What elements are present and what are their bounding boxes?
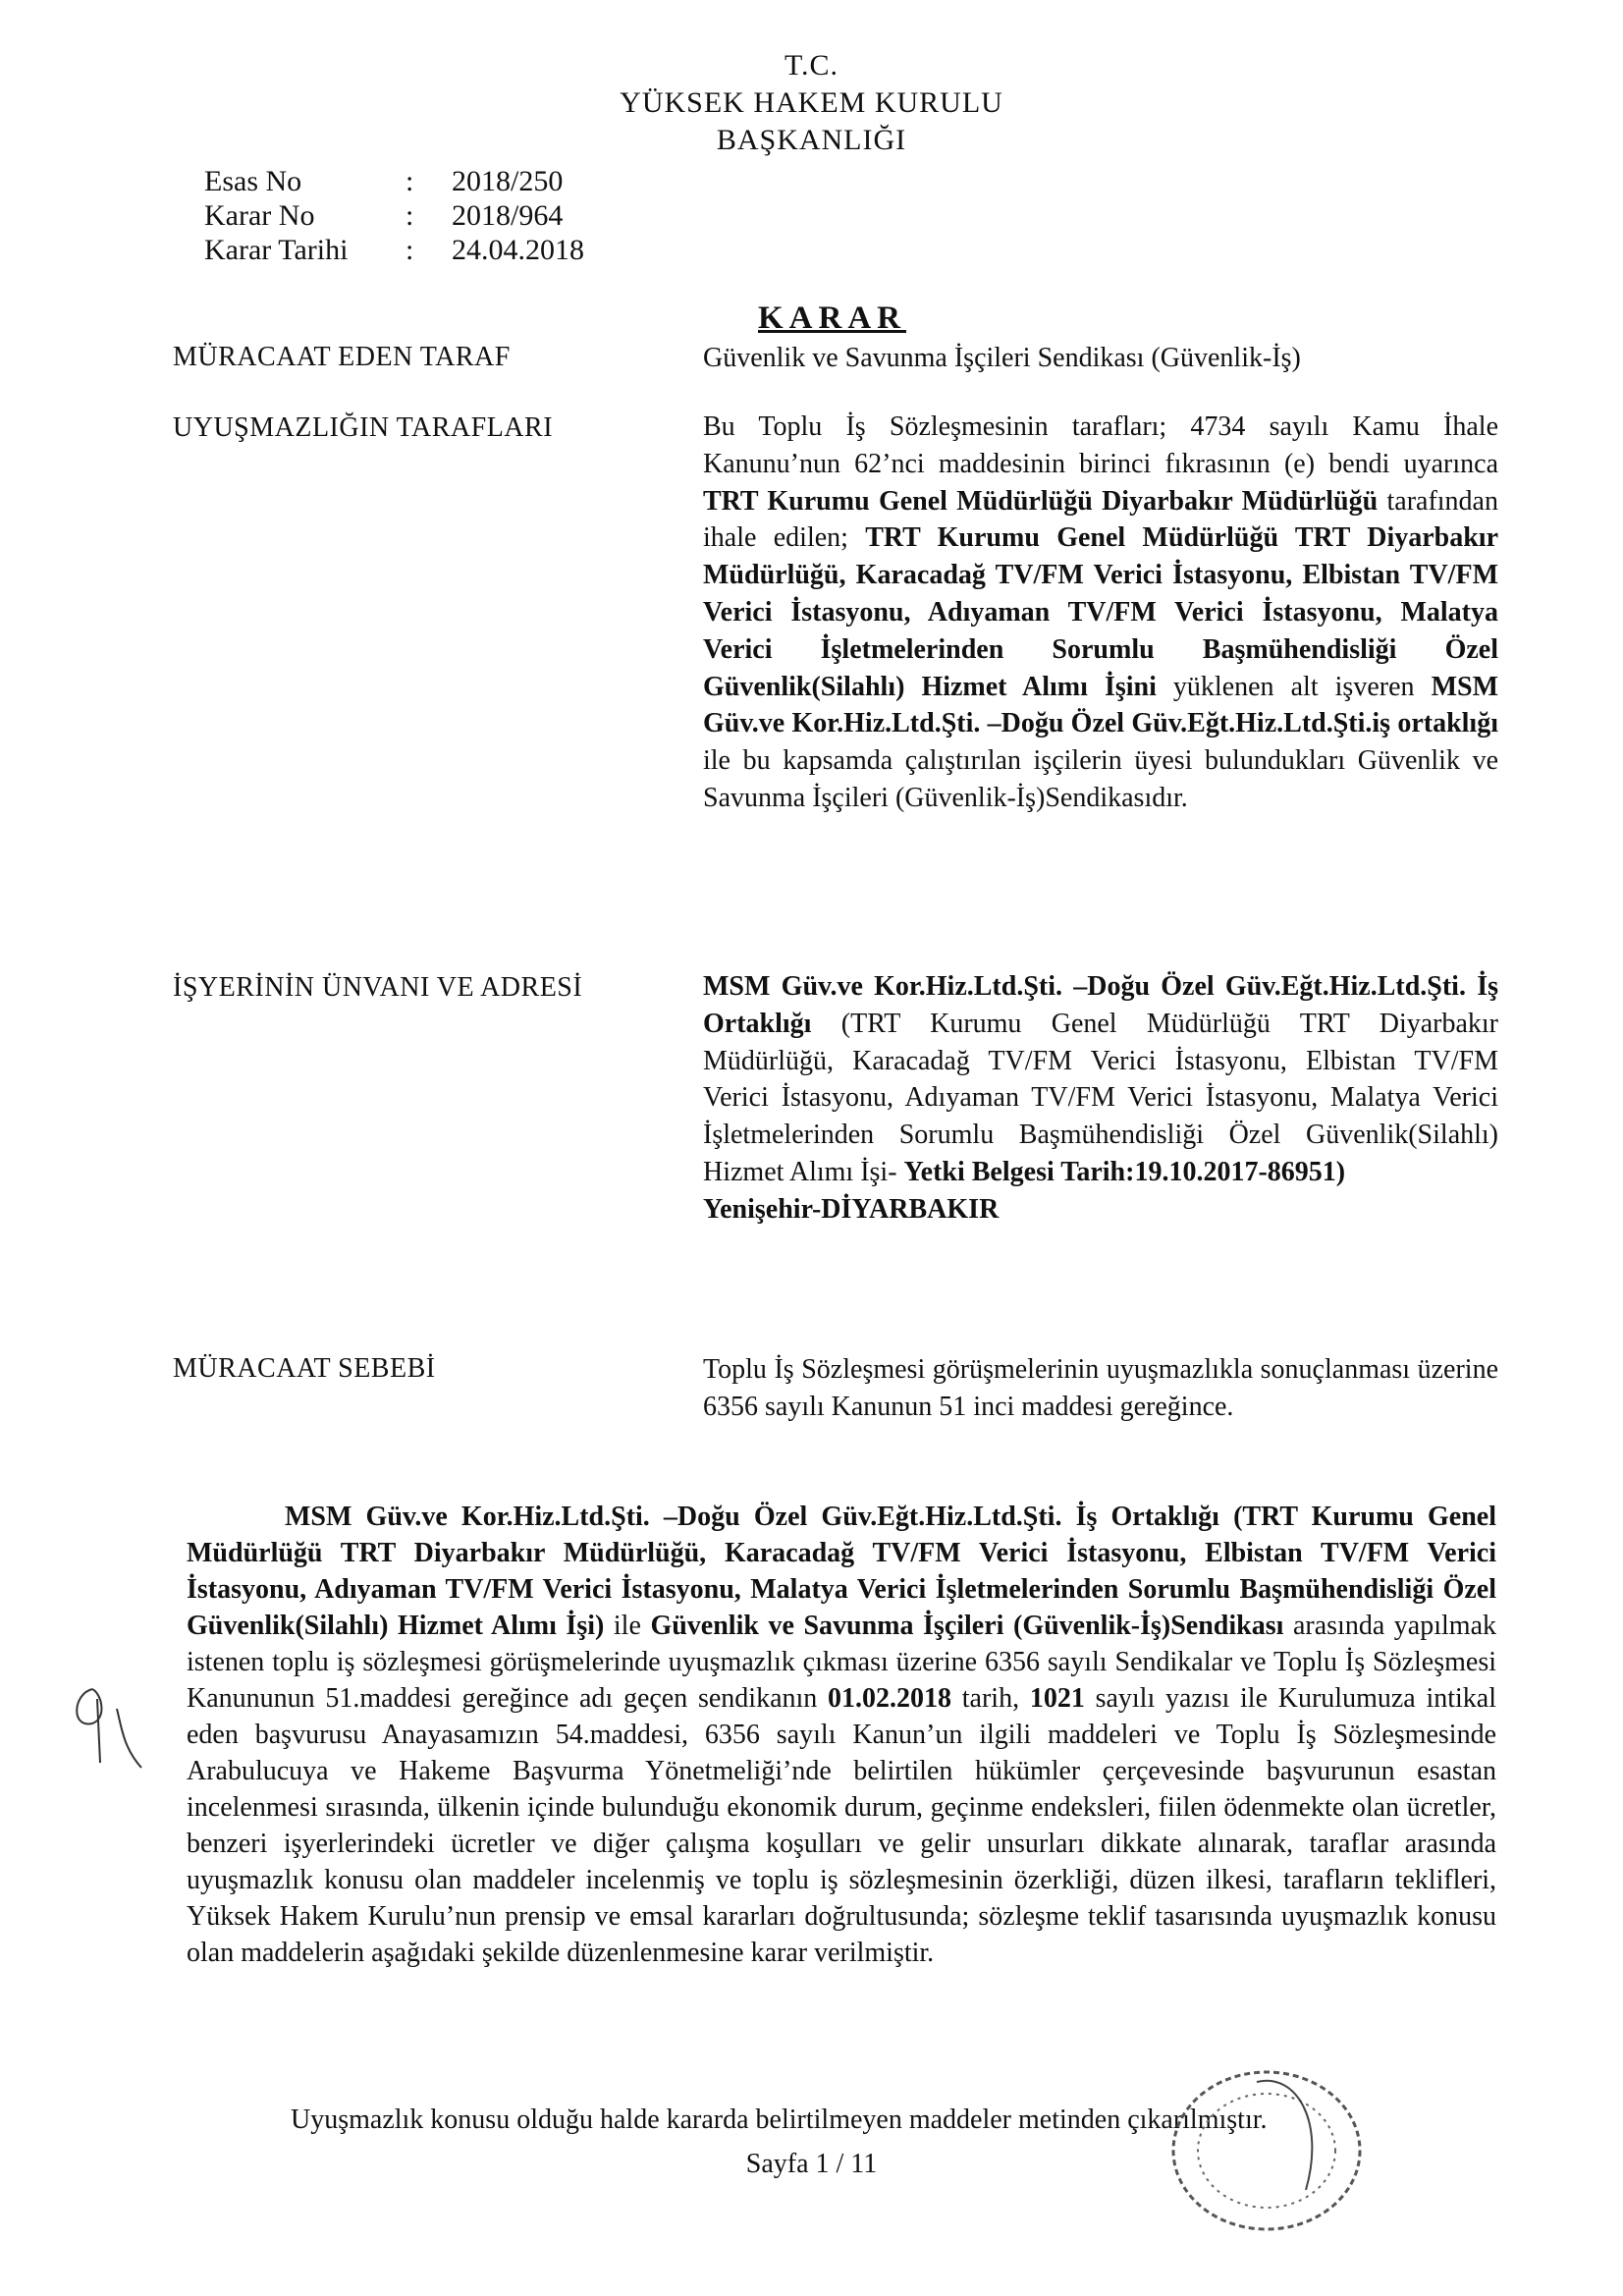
taraflar-text-4: ile bu kapsamda çalıştırılan işçilerin üyesi bulundukları Güvenlik ve Savunma İşçileri (Güvenlik-İş)Sendikasıdır. (703, 745, 1498, 813)
isyeri-bold-2: Yetki Belgesi Tarih:19.10.2017-86951) (903, 1156, 1346, 1187)
karar-no-row (204, 198, 584, 233)
handwritten-mark-icon (63, 1669, 151, 1777)
esas-no-sep: : (406, 165, 414, 197)
decision-note: Uyuşmazlık konusu olduğu halde kararda belirtilmeyen maddeler metinden çıkarılmıştır. (291, 2105, 1268, 2135)
karar-tarihi-value: 24.04.2018 (452, 234, 584, 266)
isyeri-text-1: (TRT Kurumu Genel Müdürlüğü TRT Diyarbakır Müdürlüğü, Karacadağ TV/FM Verici İstasyonu, Elbistan TV/FM Verici İstasyonu, Adıyaman TV/FM Verici İstasyonu, Malatya Verici İşletmelerinden Sorumlu Başmühendisliği Özel Güvenlik(Silahlı) Hizmet Alımı İşi- (703, 1008, 1498, 1187)
karar-no-value: 2018/964 (452, 199, 564, 232)
taraflar-value (703, 409, 1498, 817)
karar-no-label: Karar No (204, 199, 315, 232)
body-text-1: ile (604, 1611, 651, 1641)
official-stamp-icon (1159, 2043, 1375, 2239)
body-bold-number: 1021 (1029, 1683, 1085, 1714)
muracaat-sebebi-label: MÜRACAAT SEBEBİ (173, 1353, 436, 1384)
document-title: KARAR (758, 301, 906, 336)
muracaat-eden-value: Güvenlik ve Savunma İşçileri Sendikası (Güvenlik-İş) (703, 343, 1301, 373)
muracaat-sebebi-value: Toplu İş Sözleşmesi görüşmelerinin uyuşmazlıkla sonuçlanması üzerine 6356 sayılı Kanunun 51 inci maddesi gereğince. (703, 1354, 1498, 1422)
esas-no-label: Esas No (204, 165, 302, 197)
body-bold-date: 01.02.2018 (828, 1683, 952, 1714)
isyeri-address: Yenişehir-DİYARBAKIR (703, 1193, 1000, 1225)
muracaat-eden-label: MÜRACAAT EDEN TARAF (173, 342, 511, 372)
decision-body (187, 1499, 1496, 1971)
taraflar-text-3: yüklenen alt işveren (1156, 671, 1432, 702)
karar-tarihi-row (204, 233, 584, 267)
isyeri-label: İŞYERİNİN ÜNVANI VE ADRESİ (173, 972, 583, 1003)
taraflar-bold-3: MSM Güv.ve Kor.Hiz.Ltd.Şti. –Doğu Özel Güv.Eğt.Hiz.Ltd.Şti.iş ortaklığı (703, 671, 1498, 739)
taraflar-label: UYUŞMAZLIĞIN TARAFLARI (173, 412, 554, 443)
karar-tarihi-label: Karar Tarihi (204, 234, 349, 266)
karar-no-sep: : (406, 199, 414, 232)
taraflar-bold-1: TRT Kurumu Genel Müdürlüğü Diyarbakır Müdürlüğü (703, 485, 1379, 517)
body-bold-1: MSM Güv.ve Kor.Hiz.Ltd.Şti. –Doğu Özel Güv.Eğt.Hiz.Ltd.Şti. İş Ortaklığı (TRT Kurumu Genel Müdürlüğü TRT Diyarbakır Müdürlüğü, Karacadağ TV/FM Verici İstasyonu, Elbistan TV/FM Verici İstasyonu, Adıyaman TV/FM Verici İstasyonu, Malatya Verici İşletmelerinden Sorumlu Başmühendisliği Özel Güvenlik(Silahlı) Hizmet Alımı İşi) (187, 1502, 1496, 1641)
case-meta (204, 164, 584, 267)
body-text-2: arasında yapılmak istenen toplu iş sözleşmesi görüşmelerinde uyuşmazlık çıkması üzerine 6356 sayılı Sendikalar ve Toplu İş Sözleşmesi Kanununun 51.maddesi gereğince adı geçen sendikanın (187, 1611, 1496, 1714)
taraflar-bold-2: TRT Kurumu Genel Müdürlüğü TRT Diyarbakır Müdürlüğü, Karacadağ TV/FM Verici İstasyonu, Elbistan TV/FM Verici İstasyonu, Adıyaman TV/FM Verici İstasyonu, Malatya Verici İşletmelerinden Sorumlu Başmühendisliği Özel Güvenlik(Silahlı) Hizmet Alımı İşini (703, 522, 1499, 702)
body-bold-2: Güvenlik ve Savunma İşçileri (Güvenlik-İş)Sendikası (650, 1611, 1284, 1641)
body-text-3: tarih, (951, 1683, 1030, 1714)
karar-tarihi-sep: : (406, 234, 414, 266)
esas-no-value: 2018/250 (452, 165, 564, 197)
page-number: Sayfa 1 / 11 (745, 2149, 878, 2179)
isyeri-value (703, 968, 1498, 1229)
header-institution: YÜKSEK HAKEM KURULU (620, 86, 1003, 119)
header-tc: T.C. (784, 49, 839, 82)
isyeri-bold-1: MSM Güv.ve Kor.Hiz.Ltd.Şti. –Doğu Özel Güv.Eğt.Hiz.Ltd.Şti. İş Ortaklığı (703, 971, 1498, 1039)
header-department: BAŞKANLIĞI (716, 124, 907, 156)
taraflar-text-1: Bu Toplu İş Sözleşmesinin tarafları; 4734 sayılı Kamu İhale Kanunu’nun 62’nci maddesinin birinci fıkrasının (e) bendi uyarınca (703, 411, 1498, 479)
body-text-4: sayılı yazısı ile Kurulumuza intikal eden başvurusu Anayasamızın 54.maddesi, 6356 sayılı Kanun’un ilgili maddeleri ve Toplu İş Sözleşmesinde Arabulucuya ve Hakeme Başvurma Yönetmeliği’nde belirtilen hükümler çerçevesinde başvurunun esastan incelenmesi sırasında, ülkenin içinde bulunduğu ekonomik durum, geçinme endeksleri, fiilen ödenmekte olan ücretler, benzeri işyerlerindeki ücretler ve diğer çalışma koşulları ve gelir unsurları dikkate alınarak, taraflar arasında uyuşmazlık konusu olan maddeler incelenmiş ve toplu iş sözleşmesinin özerkliği, düzen ilkesi, tarafların teklifleri, Yüksek Hakem Kurulu’nun prensip ve emsal kararları doğrultusunda; sözleşme teklif tasarısında uyuşmazlık konusu olan maddelerin aşağıdaki şekilde düzenlenmesine karar verilmiştir. (187, 1683, 1496, 1968)
taraflar-text-2: tarafından ihale edilen; (703, 485, 1498, 554)
esas-no-row (204, 164, 584, 198)
